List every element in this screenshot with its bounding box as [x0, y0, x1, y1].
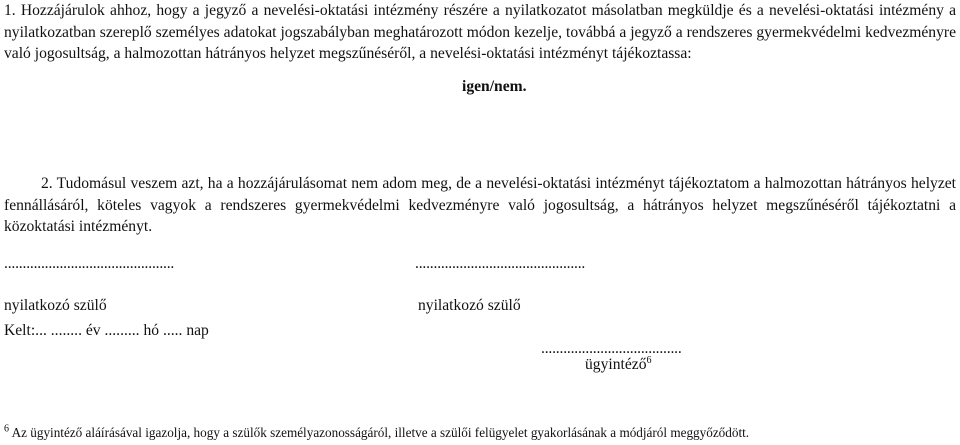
paragraph-consent: 1. Hozzájárulok ahhoz, hogy a jegyző a nevelési-oktatási intézmény részére a nyilatkozatot másolatban megküldje és a nevelési-oktatási intézmény a nyilatkozatban szereplő személyes adatokat jogszabályban meghatározott módon kezelje, továbbá a jegyző a rendszeres gyermekvédelmi kedvezményre való jogosultság, a halmozottan hátrányos helyzet megszűnéséről, a nevelési-oktatási intézményt tájékoztassa:	[4, 2, 956, 62]
clerk-footnote-ref: 6	[646, 354, 652, 366]
date-line: Kelt:... ........ év ......... hó ..... nap	[4, 322, 209, 339]
signature-line-right: ..............................................	[415, 255, 586, 272]
signature-label-right: nyilatkozó szülő	[418, 297, 521, 314]
yes-no-choice: igen/nem.	[462, 78, 527, 95]
footnote-number: 6	[4, 423, 9, 435]
signature-label-left: nyilatkozó szülő	[4, 297, 107, 314]
paragraph-acknowledgement: 2. Tudomásul veszem azt, ha a hozzájárulásomat nem adom meg, de a nevelési-oktatási intézményt tájékoztatom a halmozottan hátrányos helyzet fennállásáról, köteles vagyok a rendszeres gyermekvédelmi kedvezményre való jogosultság, a hátrányos helyzet megszűnéséről tájékoztatni a közoktatási intézményt.	[4, 175, 956, 235]
clerk-signature-line: ......................................	[541, 340, 682, 357]
clerk-label	[585, 356, 652, 374]
footnote-text: Az ügyintéző aláírásával igazolja, hogy a szülők személyazonosságáról, illetve a szülői felügyelet gyakorlásának a módjáról meggyőződött.	[11, 425, 750, 440]
footnote	[4, 425, 749, 441]
clerk-label-text: ügyintéző	[585, 356, 647, 373]
signature-line-left: ..............................................	[4, 255, 175, 272]
